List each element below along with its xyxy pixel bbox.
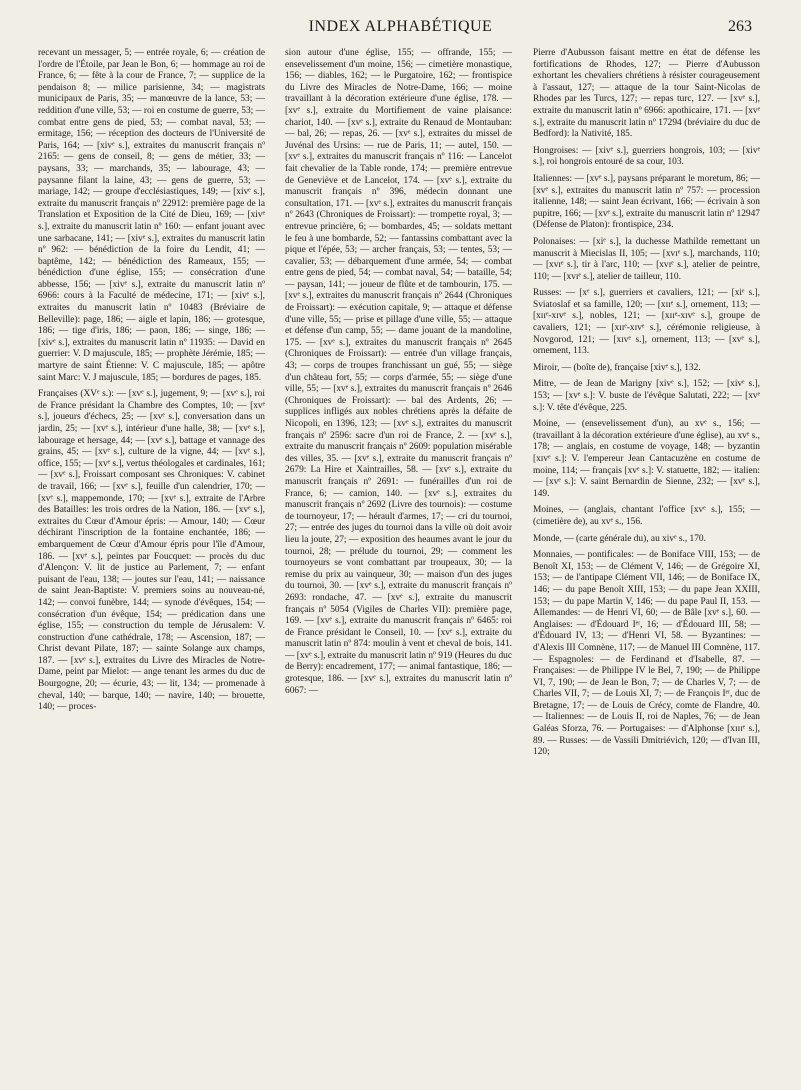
- page-number: 263: [728, 18, 752, 35]
- index-entry: Hongroises: — [xivᵉ s.], guerriers hongrois, 103; — [xivᵉ s.], roi hongrois entouré de sa cour, 103.: [533, 145, 760, 168]
- running-header: [0, 18, 801, 38]
- index-entry: Pierre d'Aubusson faisant mettre en état de défense les fortifications de Rhodes, 127; — Pierre d'Aubusson exhortant les chevaliers chrétiens à résister courageusement à l'assaut, 127; — attaque de la tour Saint-Nicolas de Rhodes par les Turcs, 127; — repas turc, 127. — [xvᵉ s.], extraite du manuscrit latin nº 6966: apothicaire, 171. — [xvᵉ s.], extraite du manuscrit latin nº 17294 (bréviaire du duc de Bedford): la Nativité, 185.: [533, 48, 760, 140]
- index-entry: recevant un messager, 5; — entrée royale, 6; — création de l'ordre de l'Étoile, par Jean le Bon, 6; — hommage au roi de France, 6; — fête à la cour de France, 7; — supplice de la pendaison 8; — milice parisienne, 34; — magistrats municipaux de Paris, 35; — manœuvre de la lance, 53; — reddition d'une ville, 53; — roi en costume de guerre, 53; — combat entre gens de pied, 53; — combat naval, 53; — ermitage, 156; — réception des docteurs de l'Université de Paris, 164; — [xivᵉ s.], extraites du manuscrit français nº 2165: — gens de conseil, 8; — gens de métier, 33; — paysans, 33; — marchands, 35; — labourage, 43; — paysanne filant la laine, 43; — gens de guerre, 53; — mariage, 142; — groupe d'ecclésiastiques, 149; — [xivᵉ s.], extraite du manuscrit français nº 22912: première page de la Translation et Exposition de la Cité de Dieu, 169; — [xivᵉ s.], extraite du manuscrit latin nº 160: — enfant jouant avec une sarbacane, 141; — [xivᵉ s.], extraites du manuscrit latin nº 962: — bénédiction de la foire du Lendit, 41; — baptême, 142; — bénédiction des Rameaux, 155; — bénédiction d'une église, 155; — consécration d'une abbesse, 156; — [xivᵉ s.], extraite du manuscrit latin nº 6966: cours à la Faculté de médecine, 171; — [xivᵉ s.], extraites du manuscrit latin nº 10483 (Bréviaire de Belleville): page, 186; — aigle et lapin, 186; — grotesque, 186; — tige d'iris, 186; — paon, 186; — singe, 186; — [xivᵉ s.], extraites du manuscrit latin nº 11935: — David en guerrier: V. D majuscule, 185; — prophète Jérémie, 185; — martyre de saint Étienne: V. C majuscule, 185; — apôtre saint Marc: V. J majuscule, 185; — bordures de pages, 185.: [38, 48, 265, 383]
- index-entry: Moine, — (ensevelissement d'un), au xvᵉ s., 156; — (travaillant à la décoration extérieure d'une église), au xvᵉ s., 178; — anglais, en costume de voyage, 148; — byzantin [xɪvᵉ s.]: V. l'empereur Jean Cantacuzène en costume de moine, 114; — français [xvᵉ s.]: V. statuette, 182; — italien: — [xvᵉ s.]: V. saint Bernardin de Sienne, 232; — [xvᵉ s.], 149.: [533, 419, 760, 499]
- index-entry: Mitre, — de Jean de Marigny [xivᵉ s.], 152; — [xivᵉ s.], 153; — [xvᵉ s.]: V. buste de l'évêque Salutati, 222; — [xvᵉ s.]: V. tête d'évêque, 225.: [533, 379, 760, 413]
- index-entry: Françaises (XVᵉ s.): — [xvᵉ s.], jugement, 9; — [xvᵉ s.], roi de France présidant la Chambre des Comptes, 10; — [xvᵉ s.], joueurs d'échecs, 25; — [xvᵉ s.], conversation dans un jardin, 25; — [xvᵉ s.], intérieur d'une halle, 38; — [xvᵉ s.], labourage et hersage, 44; — [xvᵉ s.], battage et vannage des grains, 45; — [xvᵉ s.], culture de la vigne, 44; — [xvᵉ s.], office, 155; — [xvᵉ s.], vertus théologales et cardinales, 161; — [xvᵉ s.], Froissart composant ses Chroniques: V. cabinet de travail, 166; — [xvᵉ s.], feuille d'un calendrier, 170; — [xvᵉ s.], mappemonde, 170; — [xvᵉ s.], extraite de l'Arbre des Batailles: les trois ordres de la Nation, 186. — [xvᵉ s.], extraites du Cœur d'Amour épris: — Amour, 140; — Cœur déchirant l'inscription de la fontaine enchantée, 186; — embarquement de Cœur d'Amour épris pour l'île d'Amour, 186. — [xvᵉ s.], peintes par Foucquet: — procès du duc d'Alençon: V. lit de justice au Parlement, 7; — enfant puisant de l'eau, 138; — joutes sur l'eau, 141; — naissance de saint Jean-Baptiste: V. premiers soins au nouveau-né, 142; — convoi funèbre, 144; — synode d'évêques, 154; — consécration d'un évêque, 154; — prédication dans une église, 155; — construction du temple de Jérusalem: V. construction d'une cathédrale, 178; — Ascension, 187; — Christ devant Pilate, 187; — sainte Solange aux champs, 187. — [xvᵉ s.], extraites du Livre des Miracles de Notre-Dame, peint par Mielot: — ange tenant les armes du duc de Bourgogne, 20; — écurie, 43; — lit, 134; — promenade à cheval, 140; — barque, 140; — navire, 140; — brouette, 140; — proces-: [38, 389, 265, 713]
- index-columns: [38, 48, 760, 1078]
- index-entry: Miroir, — (boîte de), française [xivᵉ s.], 132.: [533, 362, 701, 373]
- column-1: [38, 48, 265, 1078]
- column-2: [285, 48, 512, 1078]
- index-entry: Italiennes: — [xvᵉ s.], paysans préparant le moretum, 86; — [xvᵉ s.], extraites du manuscrit latin nº 757: — procession italienne, 148; — saint Jean écrivant, 166; — écrivain à son pupitre, 166; — [xvᵉ s.], extraite du manuscrit latin nº 12947 (Défense de Platon): frontispice, 234.: [533, 173, 760, 231]
- index-entry: sion autour d'une église, 155; — offrande, 155; — ensevelissement d'un moine, 156; — cimetière monastique, 156; — diables, 162; — le Purgatoire, 162; — frontispice du Livre des Miracles de Notre-Dame, 166; — moine travaillant à la décoration extérieure d'une église, 178. — [xvᵉ s.], extraite du Mortifiement de vaine plaisance: chariot, 140. — [xvᵉ s.], extraite du Renaud de Montauban: — bal, 26; — repas, 26. — [xvᵉ s.], extraites du missel de Juvénal des Ursins: — rue de Paris, 11; — autel, 150. — [xvᵉ s.], extraites du manuscrit français nº 116: — Lancelot fait chevalier de la Table ronde, 174; — première entrevue de Geneviève et de Lancelot, 174. — [xvᵉ s.], extraite du manuscrit français nº 396, médecin donnant une consultation, 171. — [xvᵉ s.], extraites du manuscrit français nº 2643 (Chroniques de Froissart): — trompette royal, 3; — entrevue princière, 6; — bombardes, 45; — soldats mettant le feu à une bombarde, 52; — fantassins combattant avec la pique et l'épée, 53; — archer français, 53; — tentes, 53; — cavalier, 53; — débarquement d'une armée, 54; — combat entre gens de pied, 54; — combat naval, 54; — bataille, 54; — paysan, 141; — joueur de flûte et de tambourin, 175. — [xvᵉ s.], extraites du manuscrit français nº 2644 (Chroniques de Froissart): — exécution capitale, 9; — attaque et défense d'une ville, 55; — prise et pillage d'une ville, 55; — attaque et défense d'un camp, 55; — dame jouant de la mandoline, 175. — [xvᵉ s.], extraites du manuscrit français nº 2645 (Chroniques de Froissart): — entrée d'un village français, 43; — corps de troupes franchissant un gué, 55; — siège d'un château fort, 55; — corps d'armée, 55; — siège d'une ville, 55; — [xvᵉ s.], extraites du manuscrit français nº 2646 (Chroniques de Froissart): — bal des Ardents, 26; — supplices infligés aux nobles chrétiens après la défaite de Nicopoli, en 1396, 123; — [xvᵉ s.], extraites du manuscrit français nº 2596: sacre d'un roi de France, 2. — [xvᵉ s.], extraite du manuscrit français nº 2609: population misérable des villes, 35. — [xvᵉ s.], extraite du manuscrit français nº 2679: La Hire et Xaintrailles, 58. — [xvᵉ s.], extraite du manuscrit français nº 2691: — funérailles d'un roi de France, 6; — camion, 140. — [xvᵉ s.], extraites du manuscrit français nº 2692 (Livre des tournois): — costume de tournoyeur, 17; — hérault d'armes, 17; — cri du tournoi, 27; — entrée des juges du tournoi dans la ville où doit avoir lieu la joute, 27; — exposition des heaumes avant le jour du tournoi, 28; — prélude du tournoi, 29; — comment les tournoyeurs se vont combattant par troupeaux, 30; — la remise du prix au vainqueur, 30; — maison d'un des juges du tournoi, 30. — [xvᵉ s.], extraite du manuscrit français nº 2693: rondache, 47. — [xvᵉ s.], extraite du manuscrit français nº 5054 (Vigiles de Charles VII): première page, 169. — [xvᵉ s.], extraite du manuscrit français nº 6465: roi de France présidant le Conseil, 10. — [xvᵉ s.], extraite du manuscrit latin nº 874: moulin à vent et cheval de bois, 141. — [xvᵉ s.], extraite du manuscrit latin nº 919 (Heures du duc de Berry): encadrement, 177; — animal fantastique, 186; — grotesque, 186. — [xvᵉ s.], extraites du manuscrit latin nº 6067: —: [285, 48, 512, 696]
- index-entry: Moines, — (anglais, chantant l'office [xvᵉ s.], 155; — (cimetière de), au xvᵉ s., 156.: [533, 505, 760, 527]
- index-entry: Russes: — [xᵉ s.], guerriers et cavaliers, 121; — [xiᵉ s.], Sviatoslaf et sa famille, 120; — [xɪɪᵉ s.], ornement, 113; — [xɪɪᵉ-xɪvᵉ s.], nobles, 121; — [xɪɪᵉ-xɪvᵉ s.], groupe de cavaliers, 121; — [xɪɪᵉ-xɪvᵉ s.], cérémonie religieuse, à Novgorod, 121; — [xɪvᵉ s.], ornement, 113; — [xvᵉ s.], ornement, 113.: [533, 288, 760, 357]
- index-entry: Monde, — (carte générale du), au xivᵉ s., 170.: [533, 533, 706, 544]
- running-title: INDEX ALPHABÉTIQUE: [308, 18, 493, 35]
- index-entry: Monnaies, — pontificales: — de Boniface VIII, 153; — de Benoît XI, 153; — de Clément V, 146; — de Grégoire XI, 153; — de l'antipape Clément VII, 146; — de Boniface IX, 146; — du pape Benoît XIII, 153; — du pape Jean XXIII, 153; — du pape Martin V, 146; — du pape Paul II, 153. — Allemandes: — de Henri VI, 60; — de Bâle [xvᵉ s.], 60. — Anglaises: — d'Édouard Iᵉʳ, 16; — d'Édouard III, 58; — d'Édouard IV, 13; — d'Henri VI, 58. — Byzantines: — d'Alexis III Comnène, 117; — de Manuel III Comnène, 117. — Espagnoles: — de Ferdinand et d'Isabelle, 87. — Françaises: — de Philippe IV le Bel, 7, 190; — de Philippe VI, 7, 190; — de Jean le Bon, 7; — de Charles V, 7; — de Charles VII, 7; — de Louis XI, 7; — de François Iᵉʳ, duc de Bretagne, 17; — de Louis de Crécy, comte de Flandre, 40. — Italiennes: — de Louis II, roi de Naples, 76; — de Jean Galéas Sforza, 76. — Portugaises: — d'Alphonse [xɪɪɪᵉ s.], 89. — Russes: — de Vassili Dmitriévich, 120; — d'Ivan III, 120;: [533, 550, 760, 758]
- index-entry: Polonaises: — [xiᵉ s.], la duchesse Mathilde remettant un manuscrit à Miecislas II, 105; — [xvɪᵉ s.], marchands, 110; — [xvɪᵉ s.], tir à l'arc, 110; — [xvɪᵉ s.], atelier de peintre, 110; — [xvɪᵉ s.], atelier de tailleur, 110.: [533, 236, 760, 282]
- column-3: [533, 48, 760, 1078]
